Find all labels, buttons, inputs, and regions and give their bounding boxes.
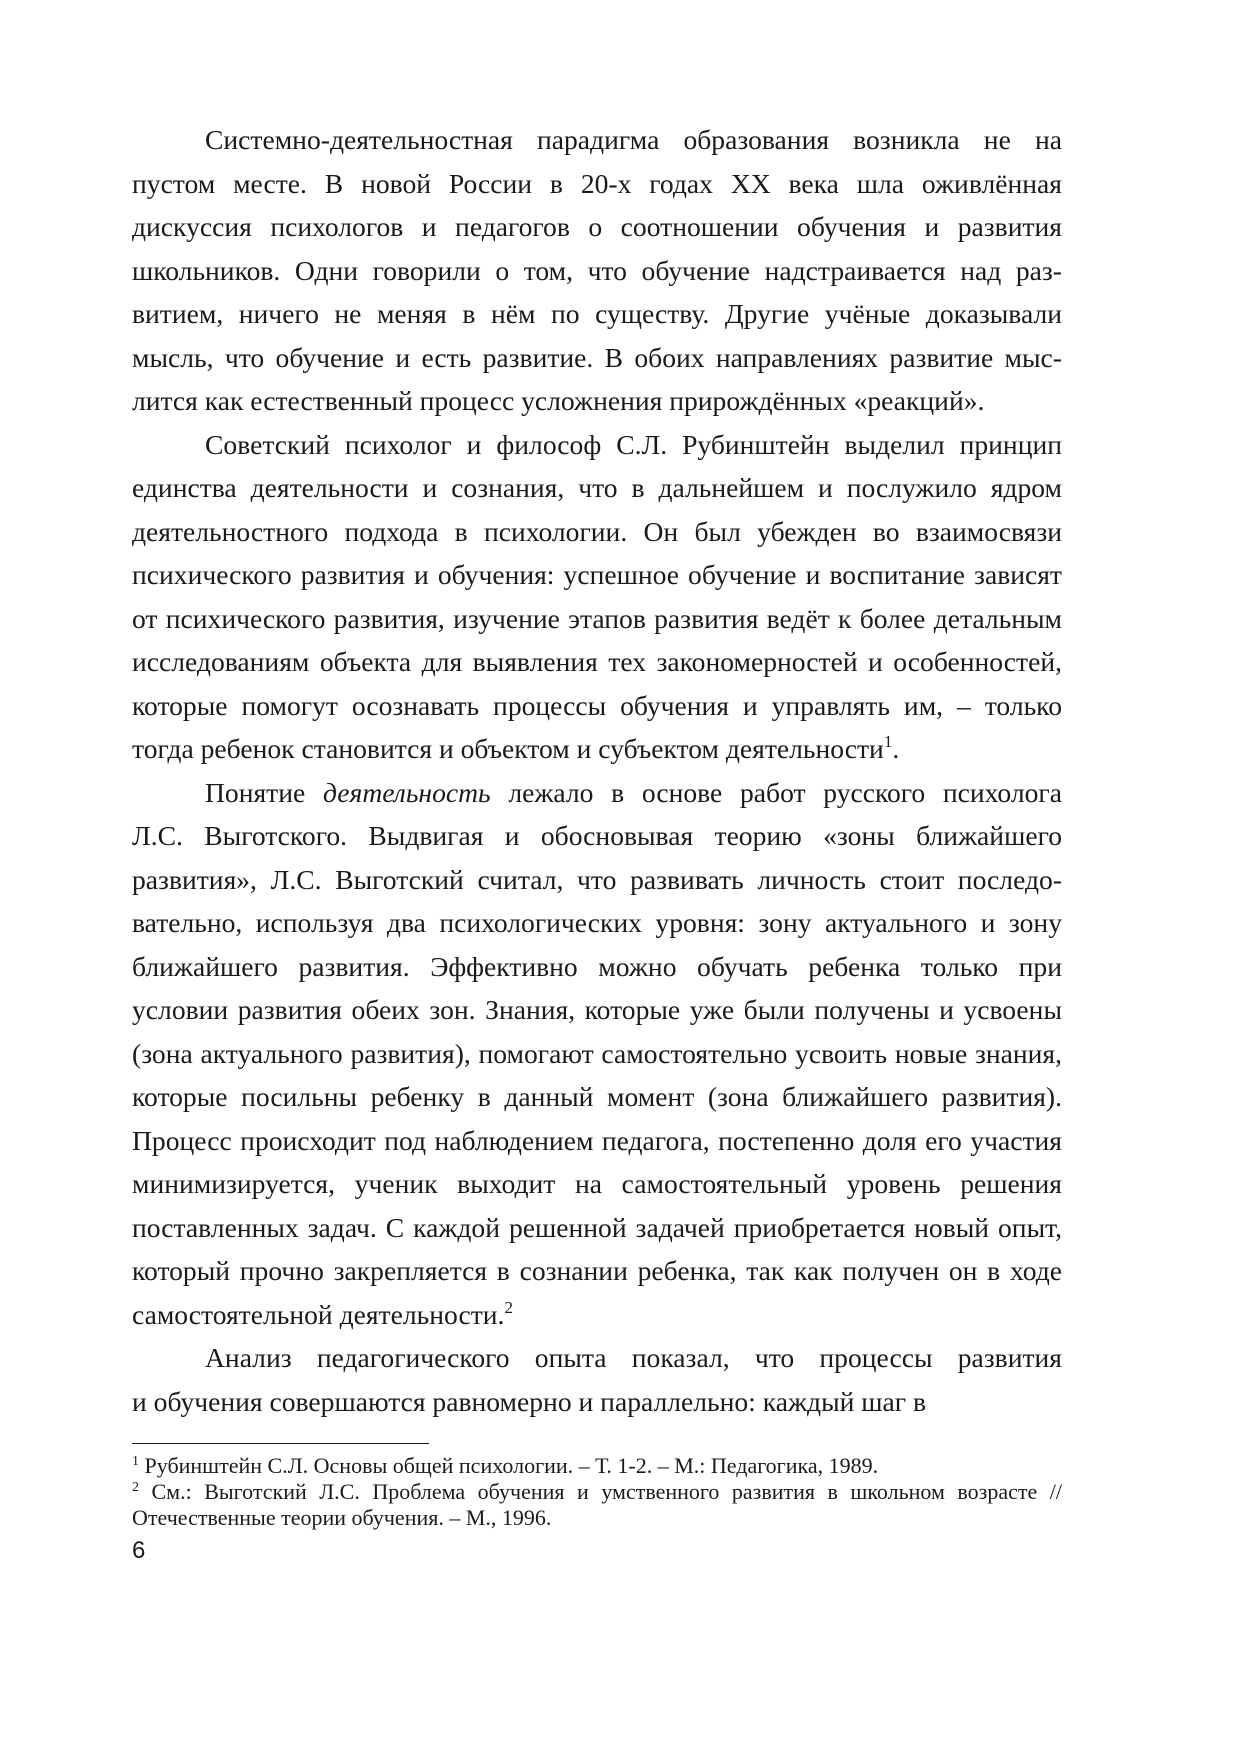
paragraph-3-italic-term: деятельность xyxy=(322,776,491,808)
footnote-2-mark: 2 xyxy=(132,1480,139,1495)
footnote-2 xyxy=(132,1479,1062,1531)
paragraph-4-text: Анализ педагогического опыта показал, что процессы развития и обучения совершаются равномерно и параллельно: каждый шаг в xyxy=(132,1342,1062,1417)
footnote-1-text: Рубинштейн С.Л. Основы общей психологии. – Т. 1-2. – М.: Педагогика, 1989. xyxy=(139,1453,879,1478)
paragraph-4 xyxy=(132,1336,1062,1423)
paragraph-3-text: лежало в основе работ русского психолога Л.С. Выготского. Выдвигая и обосновывая теорию «зоны ближайшего развития», Л.С. Выготский считал, что развивать личность стоит последовательно, используя два психологических уровня: зону актуального и зону ближайшего развития. Эффективно можно обучать ребенка только при условии развития обеих зон. Знания, которые уже были получены и усвоены (зона актуального развития), помогают самостоятельно усвоить новые знания, которые посильны ребенку в данный момент (зона ближайшего развития). Процесс происходит под наблюдением педагога, постепенно доля его участия минимизируется, ученик выходит на самостоятельный уровень решения поставленных задач. С каждой решенной задачей приобретается новый опыт, который прочно закрепляется в сознании ребенка, так как получен он в ходе самостоятельной деятельности. xyxy=(132,776,1062,1330)
paragraph-1 xyxy=(132,118,1062,423)
footnote-2-text: См.: Выготский Л.С. Проблема обучения и умственного развития в школьном возрасте // Отечественные теории обучения. – М., 1996. xyxy=(132,1479,1062,1530)
paragraph-3 xyxy=(132,771,1062,1337)
footnote-1-mark: 1 xyxy=(132,1454,139,1469)
paragraph-2 xyxy=(132,423,1062,771)
paragraph-3-lead: Понятие xyxy=(205,776,323,808)
footnote-ref-1[interactable]: 1 xyxy=(883,732,893,751)
paragraph-2-text: Советский психолог и философ С.Л. Рубинштейн выделил принцип единства деятельности и сознания, что в дальнейшем и послужило ядром деятельностного подхода в психологии. Он был убежден во взаимосвязи психического развития и обучения: успешное обучение и воспитание зависят от психического развития, изучение этапов развития ведёт к более детальным исследованиям объекта для выявления тех закономерностей и особенностей, которые помогут осознавать процессы обучения и управлять им, – только тогда ребенок становится и объектом и субъектом деятельности xyxy=(132,428,1062,764)
footnotes xyxy=(132,1453,1062,1531)
paragraph-1-text: Системно-деятельностная парадигма образования возникла не на пустом месте. В новой России в 20-х годах XX века шла оживлённая дискуссия психологов и педагогов о соотношении обучения и развития школьников. Одни говорили о том, что обучение надстраивается над развитием, ничего не меняя в нём по существу. Другие учёные доказывали мысль, что обучение и есть развитие. В обоих направлениях развитие мыслится как естественный процесс усложнения прирождённых «реакций». xyxy=(132,124,1062,416)
footnote-1 xyxy=(132,1453,1062,1479)
footnote-ref-2[interactable]: 2 xyxy=(504,1297,513,1317)
page-body xyxy=(132,118,1062,1423)
page-number: 6 xyxy=(132,1537,146,1564)
paragraph-2-tail: . xyxy=(892,733,900,764)
footnote-separator xyxy=(132,1443,429,1444)
